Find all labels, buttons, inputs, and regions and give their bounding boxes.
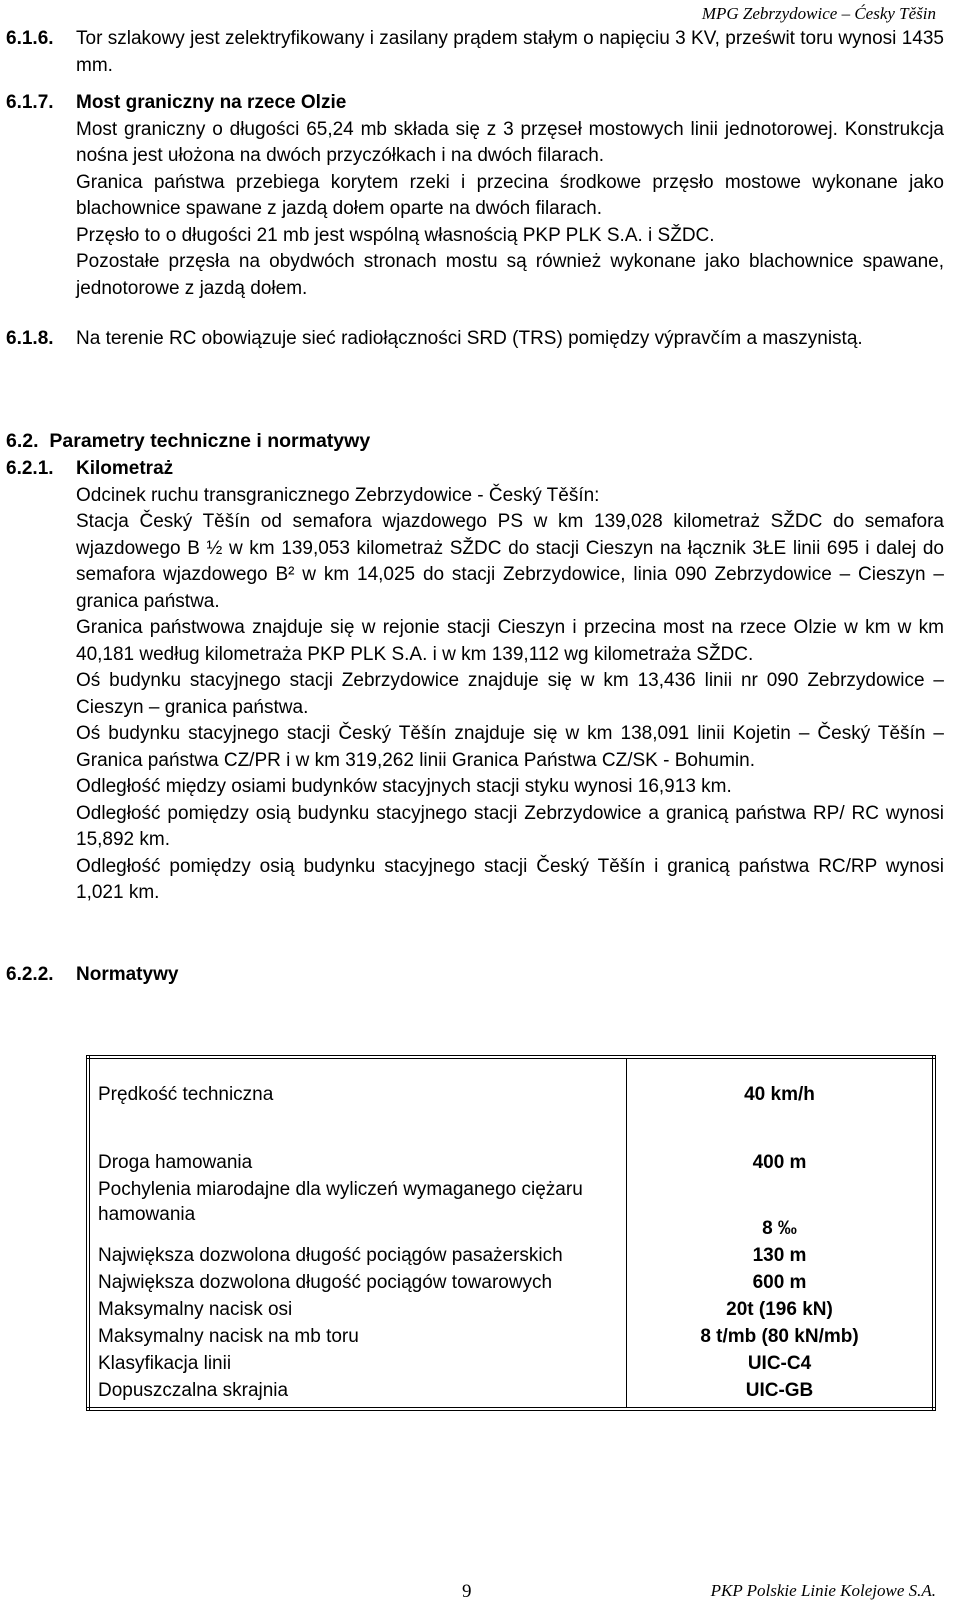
table-row (88, 1323, 934, 1350)
table-row (88, 1296, 934, 1323)
section-number: 6.1.7. (6, 92, 54, 113)
paragraph: Odcinek ruchu transgranicznego Zebrzydowice - Český Těšín: (76, 484, 600, 506)
page-header: MPG Zebrzydowice – Ćesky Těšin (701, 4, 936, 23)
table-label: Klasyfikacja linii (88, 1350, 627, 1377)
paragraph: Odległość pomiędzy osią budynku stacyjnego stacji Český Těšín i granicą państwa RC/RP wynosi 1,021 km. (76, 855, 944, 903)
section-number: 6.1.6. (6, 28, 54, 49)
paragraph: Oś budynku stacyjnego stacji Zebrzydowice znajduje się w km 13,436 linii nr 090 Zebrzydowice – Cieszyn – granica państwa. (76, 670, 944, 718)
section-6-2-heading (6, 430, 370, 453)
table-label: Największa dozwolona długość pociągów pasażerskich (88, 1242, 627, 1269)
table-row (88, 1176, 934, 1242)
paragraph: Odległość między osiami budynków stacyjnych stacji styku wynosi 16,913 km. (76, 776, 732, 797)
section-number: 6.2. (6, 430, 39, 452)
table-row (88, 1269, 934, 1296)
paragraph: Odległość pomiędzy osią budynku stacyjnego stacji Zebrzydowice a granicą państwa RP/ RC wynosi 15,892 km. (76, 802, 944, 850)
table-row (88, 1350, 934, 1377)
table-label: Pochylenia miarodajne dla wyliczeń wymaganego ciężaru hamowania (88, 1176, 627, 1242)
table-value: 130 m (752, 1245, 807, 1266)
table-row (88, 1149, 934, 1176)
table-label: Prędkość techniczna (88, 1057, 627, 1149)
table-label: Dopuszczalna skrajnia (88, 1377, 627, 1409)
table-label: Droga hamowania (88, 1149, 627, 1176)
paragraph: Przęsło to o długości 21 mb jest wspólną własnością PKP PLK S.A. i SŽDC. (76, 224, 715, 246)
paragraph: Stacja Český Těšín od semafora wjazdowego PS w km 139,028 kilometraż SŽDC do semafora wjazdowego B ½ w km 139,053 kilometraż SŽDC do stacji Cieszyn na łącznik 3ŁE linii 695 i dalej do semafora wjazdowego B² w km 14,025 do stacji Zebrzydowice, linia 090 Zebrzydowice – Cieszyn – granica państwa. (76, 511, 944, 612)
paragraph: Pozostałe przęsła na obydwóch stronach mostu są również wykonane jako blachownice spawane, jednotorowe z jazdą dołem. (76, 251, 944, 299)
table-value: 40 km/h (744, 1084, 815, 1105)
table-row (88, 1242, 934, 1269)
section-number: 6.2.2. (6, 964, 54, 985)
section-body (76, 456, 944, 907)
table-value: 600 m (752, 1272, 807, 1293)
table-value: UIC-C4 (747, 1353, 812, 1374)
paragraph: Granica państwa przebiega korytem rzeki i przecina środkowe przęsło mostowe wykonane jako blachownice spawane z jazdą dołem oparte na dwóch filarach. (76, 171, 944, 219)
section-body (76, 90, 944, 302)
table-row (88, 1057, 934, 1149)
section-number: 6.1.8. (6, 328, 54, 349)
table-value: 8 t/mb (80 kN/mb) (700, 1326, 859, 1347)
table-label: Maksymalny nacisk osi (88, 1296, 627, 1323)
page-footer: PKP Polskie Linie Kolejowe S.A. (710, 1581, 936, 1600)
table-value: 20t (196 kN) (726, 1299, 833, 1320)
section-title: Parametry techniczne i normatywy (49, 430, 371, 452)
table-label: Największa dozwolona długość pociągów towarowych (88, 1269, 627, 1296)
section-text: Na terenie RC obowiązuje sieć radiołączności SRD (TRS) pomiędzy výpravčím a maszynistą. (76, 328, 863, 349)
paragraph: Oś budynku stacyjnego stacji Český Těšín znajduje się w km 138,091 linii Kojetin – Český Těšín – Granica państwa CZ/PR i w km 319,262 linii Granica Państwa CZ/SK - Bohumin. (76, 723, 944, 771)
page-number: 9 (462, 1581, 472, 1602)
section-number: 6.2.1. (6, 458, 54, 479)
table-row (88, 1377, 934, 1409)
normatives-table (86, 1055, 936, 1411)
paragraph: Most graniczny o długości 65,24 mb składa się z 3 przęseł mostowych linii jednotorowej. Konstrukcja nośna jest ułożona na dwóch przyczółkach i na dwóch filarach. (76, 118, 944, 166)
table-value: 8 ‰ (762, 1218, 797, 1239)
section-title: Kilometraż (76, 458, 174, 479)
section-title: Normatywy (76, 964, 179, 985)
section-text: Tor szlakowy jest zelektryfikowany i zasilany prądem stałym o napięciu 3 KV, prześwit toru wynosi 1435 mm. (76, 28, 944, 76)
table-value: 400 m (752, 1152, 807, 1173)
section-title: Most graniczny na rzece Olzie (76, 92, 347, 113)
table-value: UIC-GB (745, 1380, 814, 1401)
table-label: Maksymalny nacisk na mb toru (88, 1323, 627, 1350)
paragraph: Granica państwowa znajduje się w rejonie stacji Cieszyn i przecina most na rzece Olzie w km w km 40,181 według kilometraża PKP PLK S.A. i w km 139,112 wg kilometraża SŽDC. (76, 617, 944, 665)
